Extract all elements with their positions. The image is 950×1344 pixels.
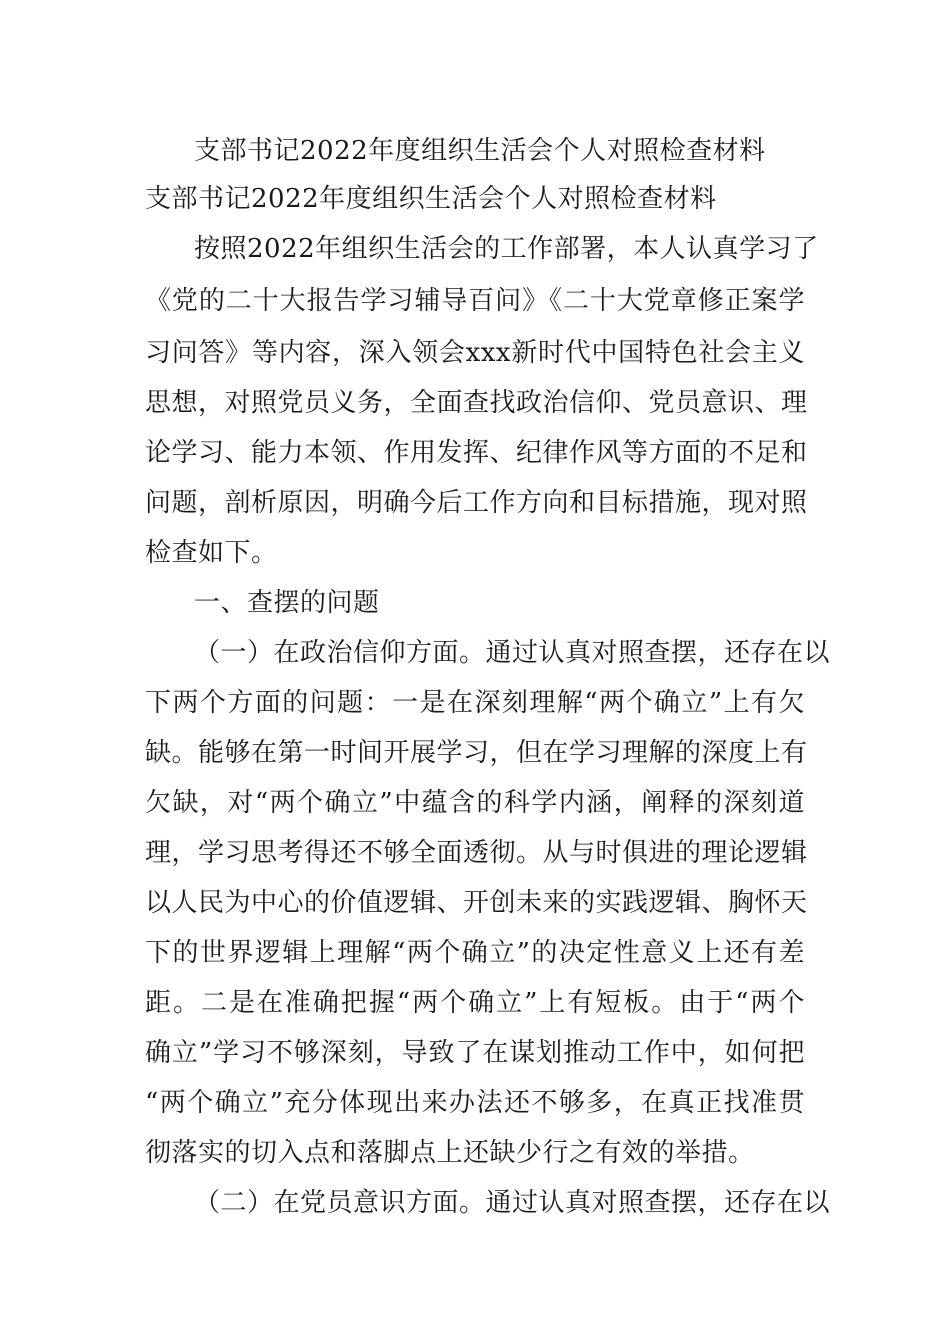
para1-line-1: （一）在政治信仰方面。通过认真对照查摆，还存在以 [194,638,831,668]
intro-line-1: 按照2022年组织生活会的工作部署，本人认真学习了 [194,234,819,264]
para1-line-10: “两个确立”充分体现出来办法还不够多，在真正找准贯 [145,1088,805,1118]
para1-line-3: 缺。能够在第一时间开展学习，但在学习理解的深度上有 [145,738,808,768]
para1-line-4: 欠缺，对“两个确立”中蕴含的科学内涵，阐释的深刻道 [145,788,805,818]
para1-line-5: 理，学习思考得还不够全面透彻。从与时俱进的理论逻辑 [145,838,808,868]
section-heading-1: 一、查摆的问题 [194,588,380,618]
document-subtitle: 支部书记2022年度组织生活会个人对照检查材料 [145,184,717,214]
intro-line-7: 检查如下。 [145,538,278,568]
document-title: 支部书记2022年度组织生活会个人对照检查材料 [194,136,766,166]
para2-line-1: （二）在党员意识方面。通过认真对照查摆，还存在以 [194,1188,831,1218]
para1-line-11: 彻落实的切入点和落脚点上还缺少行之有效的举措。 [145,1138,755,1168]
intro-line-2: 《党的二十大报告学习辅导百问》《二十大党章修正案学 [145,286,805,316]
para1-line-7: 下的世界逻辑上理解“两个确立”的决定性意义上还有差 [145,938,805,968]
intro-line-5: 论学习、能力本领、作用发挥、纪律作风等方面的不足和 [145,438,808,468]
para1-line-8: 距。二是在准确把握“两个确立”上有短板。由于“两个 [145,988,805,1018]
intro-line-3: 习问答》等内容，深入领会xxx新时代中国特色社会主义 [145,338,805,368]
intro-line-4: 思想，对照党员义务，全面查找政治信仰、党员意识、理 [145,388,808,418]
para1-line-6: 以人民为中心的价值逻辑、开创未来的实践逻辑、胸怀天 [145,888,808,918]
para1-line-9: 确立”学习不够深刻，导致了在谋划推动工作中，如何把 [145,1038,805,1068]
intro-line-6: 问题，剖析原因，明确今后工作方向和目标措施，现对照 [145,488,808,518]
para1-line-2: 下两个方面的问题：一是在深刻理解“两个确立”上有欠 [145,688,805,718]
